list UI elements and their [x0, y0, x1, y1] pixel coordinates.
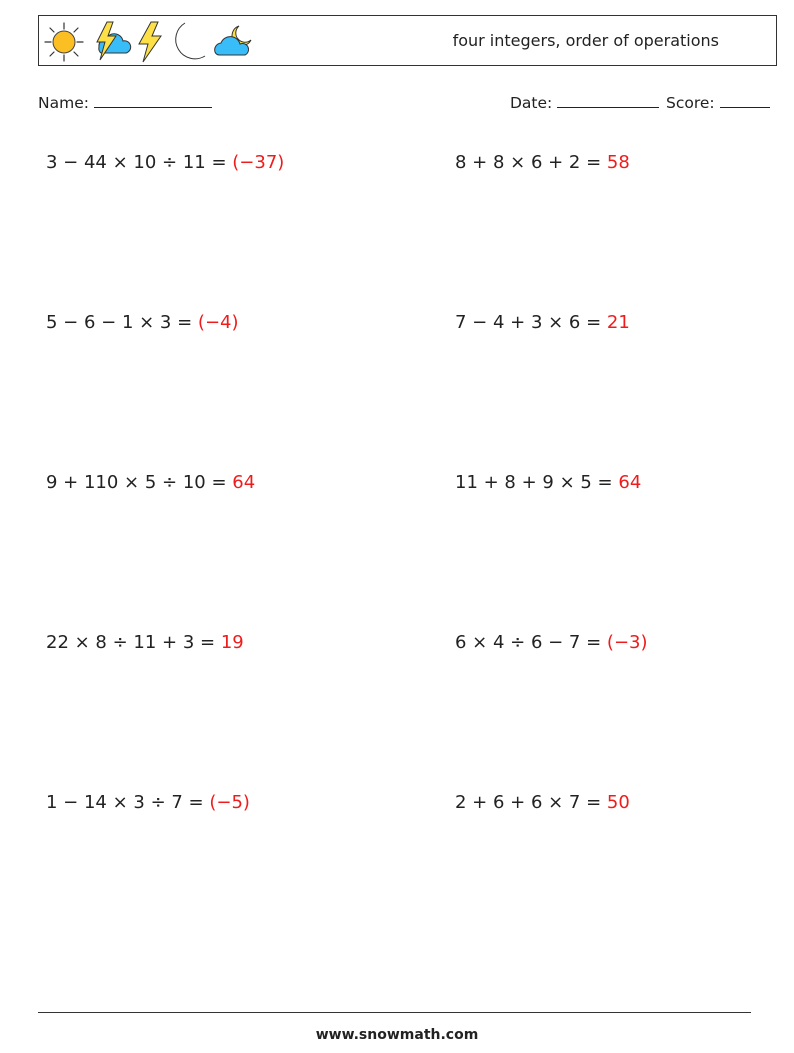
date-field [510, 92, 659, 114]
name-blank[interactable] [94, 93, 212, 108]
problem-2 [455, 150, 630, 176]
problem-answer: (−4) [197, 312, 239, 333]
problem-answer: 21 [606, 312, 630, 333]
weather-icons [43, 19, 257, 64]
problem-answer: 58 [606, 152, 630, 173]
problem-1 [46, 150, 284, 176]
problem-5 [46, 470, 255, 496]
footer-divider [38, 1012, 751, 1013]
problem-6 [455, 470, 641, 496]
problem-expression: 5 − 6 − 1 × 3 = [46, 312, 198, 333]
score-label: Score: [666, 94, 715, 112]
problem-answer: (−3) [606, 632, 648, 653]
moon-icon [167, 20, 209, 64]
problem-4 [455, 310, 630, 336]
problem-expression: 3 − 44 × 10 ÷ 11 = [46, 152, 233, 173]
problem-expression: 11 + 8 + 9 × 5 = [455, 472, 619, 493]
name-field [38, 92, 212, 114]
date-label: Date: [510, 94, 553, 112]
problem-answer: 64 [232, 472, 256, 493]
problem-3 [46, 310, 239, 336]
problem-answer: 50 [606, 792, 630, 813]
lightning-icon [133, 20, 167, 64]
problem-7 [46, 630, 244, 656]
score-blank[interactable] [720, 93, 770, 108]
sun-icon [43, 20, 85, 64]
problem-9 [46, 790, 250, 816]
worksheet-title: four integers, order of operations [452, 31, 719, 50]
problem-8 [455, 630, 648, 656]
problem-answer: 64 [618, 472, 642, 493]
problem-expression: 22 × 8 ÷ 11 + 3 = [46, 632, 221, 653]
problem-expression: 1 − 14 × 3 ÷ 7 = [46, 792, 210, 813]
problem-expression: 6 × 4 ÷ 6 − 7 = [455, 632, 607, 653]
cloud-moon-icon [209, 20, 257, 64]
date-blank[interactable] [557, 93, 659, 108]
header-box [38, 15, 777, 66]
problem-answer: (−5) [209, 792, 250, 813]
name-label: Name: [38, 94, 89, 112]
problem-expression: 2 + 6 + 6 × 7 = [455, 792, 607, 813]
score-field [666, 92, 770, 114]
footer-site-link[interactable]: www.snowmath.com [315, 1027, 479, 1043]
problem-expression: 9 + 110 × 5 ÷ 10 = [46, 472, 233, 493]
problem-expression: 7 − 4 + 3 × 6 = [455, 312, 607, 333]
lightning-cloud-icon [85, 20, 133, 64]
problem-10 [455, 790, 630, 816]
problem-answer: (−37) [232, 152, 285, 173]
problem-answer: 19 [220, 632, 244, 653]
problem-expression: 8 + 8 × 6 + 2 = [455, 152, 607, 173]
